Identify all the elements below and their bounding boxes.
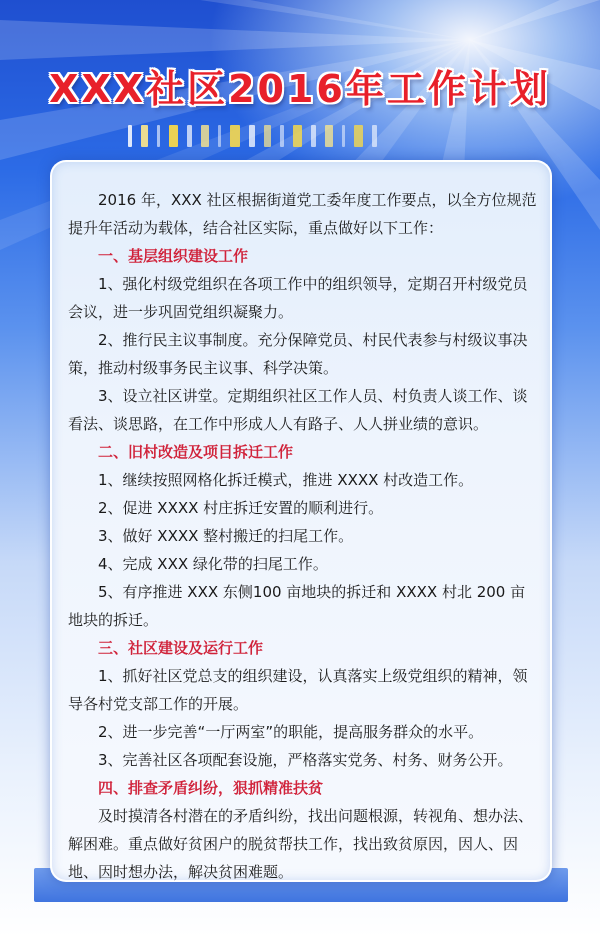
section-3-item-3: 3、完善社区各项配套设施，严格落实党务、村务、财务公开。 [98,751,513,769]
decorative-bar [325,125,333,147]
decorative-bar [293,125,302,147]
section-heading-1: 一、基层组织建设工作 [98,247,249,265]
decorative-bar [280,125,284,147]
decorative-bar [187,125,192,147]
decorative-bar [372,125,377,147]
decorative-bar [342,125,345,147]
section-heading-2: 二、旧村改造及项目拆迁工作 [98,443,294,461]
decorative-bar [264,125,271,147]
decorative-bar [141,125,148,147]
decorative-bar [201,125,209,147]
decorative-bar [218,125,221,147]
decorative-bar [157,125,160,147]
decorative-bar [354,125,363,147]
page-title: XXX社区2016年工作计划 [49,67,551,111]
section-1-item-2: 2、推行民主议事制度。充分保障党员、村民代表参与村级议事决策，推动村级事务民主议事、科学决策。 [68,331,528,377]
section-2-item-5: 5、有序推进 XXX 东侧100 亩地块的拆迁和 XXXX 村北 200 亩地块的拆迁。 [68,583,526,629]
section-1-item-1: 1、强化村级党组织在各项工作中的组织领导，定期召开村级党员会议，进一步巩固党组织凝聚力。 [68,275,528,321]
plan-content [68,186,538,886]
section-heading-4: 四、排查矛盾纠纷，狠抓精准扶贫 [98,779,324,797]
decorative-bar [169,125,178,147]
section-2-item-2: 2、促进 XXXX 村庄拆迁安置的顺利进行。 [98,499,384,517]
decorative-bar [128,125,132,147]
section-3-item-1: 1、抓好社区党总支的组织建设，认真落实上级党组织的精神，领导各村党支部工作的开展。 [68,667,528,713]
section-4-item-1: 及时摸清各村潜在的矛盾纠纷，找出问题根源，转视角、想办法、解困难。重点做好贫困户的脱贫帮扶工作，找出致贫原因，因人、因地、因时想办法，解决贫困难题。 [68,807,534,881]
decorative-bar [249,125,255,147]
intro-paragraph: 2016 年，XXX 社区根据街道党工委年度工作要点，以全方位规范提升年活动为载体，结合社区实际，重点做好以下工作： [68,191,537,237]
decorative-bar [311,125,316,147]
section-2-item-1: 1、继续按照网格化拆迁模式，推进 XXXX 村改造工作。 [98,471,474,489]
section-2-item-3: 3、做好 XXXX 整村搬迁的扫尾工作。 [98,527,354,545]
section-2-item-4: 4、完成 XXX 绿化带的扫尾工作。 [98,555,328,573]
section-heading-3: 三、社区建设及运行工作 [98,639,264,657]
decorative-bar [230,125,240,147]
section-3-item-2: 2、进一步完善“一厅两室”的职能，提高服务群众的水平。 [98,723,484,741]
section-1-item-3: 3、设立社区讲堂。定期组织社区工作人员、村负责人谈工作、谈看法、谈思路，在工作中形成人人有路子、人人拼业绩的意识。 [68,387,528,433]
decorative-bars [128,124,386,148]
